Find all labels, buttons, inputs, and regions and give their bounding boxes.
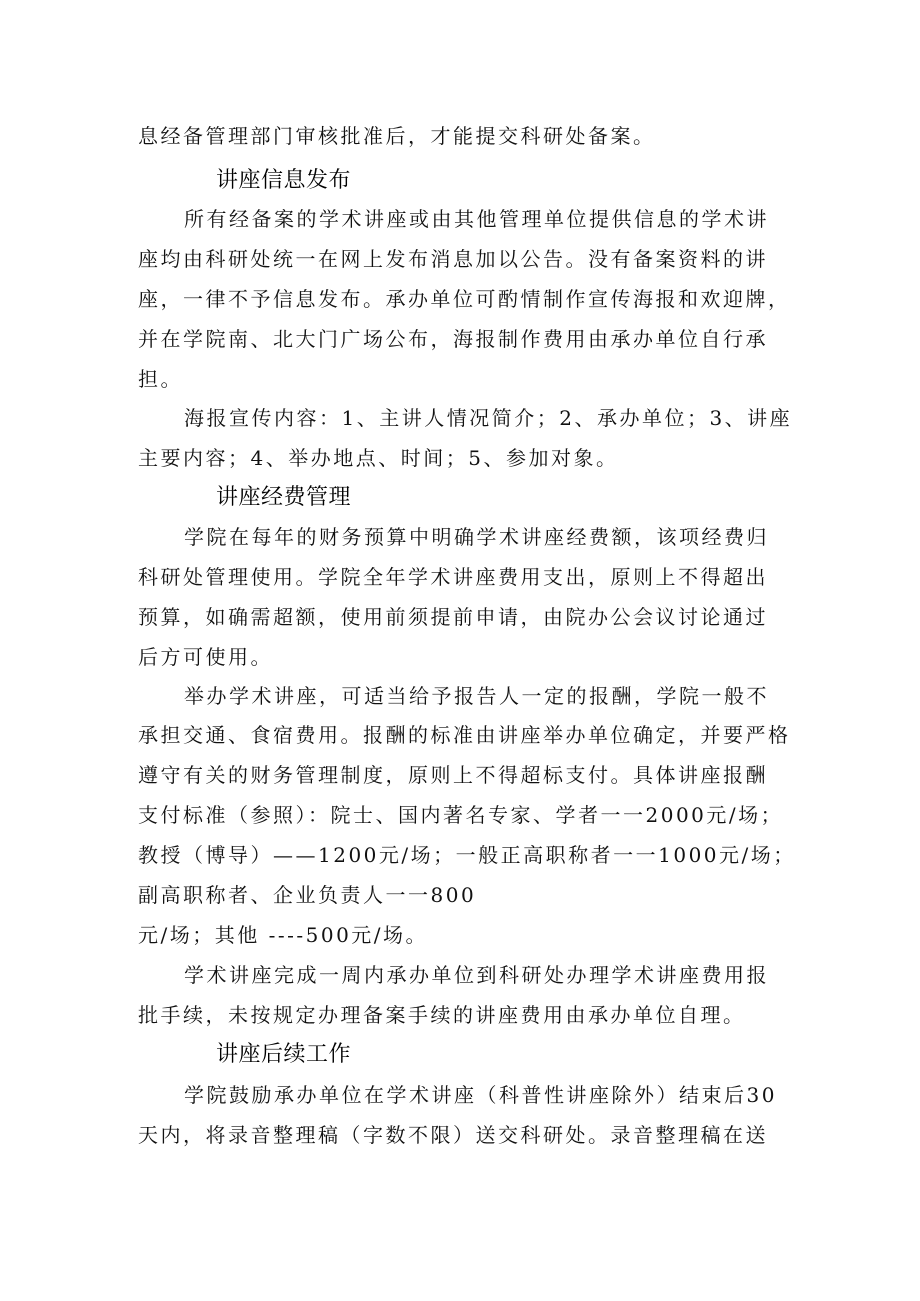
section-heading-funding-management: 讲座经费管理 bbox=[216, 485, 352, 510]
paragraph-line: 所有经备案的学术讲座或由其他管理单位提供信息的学术讲 bbox=[184, 207, 769, 231]
paragraph-line: 支付标准（参照）：院士、国内著名专家、学者一一2000元/场； bbox=[138, 803, 784, 827]
paragraph-line: 并在学院南、北大门广场公布，海报制作费用由承办单位自行承 bbox=[138, 327, 768, 351]
paragraph-line: 科研处管理使用。学院全年学术讲座费用支出，原则上不得超出 bbox=[138, 565, 768, 589]
paragraph-line: 学院鼓励承办单位在学术讲座（科普性讲座除外）结束后30 bbox=[184, 1083, 777, 1107]
intro-line: 息经备管理部门审核批准后，才能提交科研处备案。 bbox=[138, 124, 656, 148]
paragraph-line: 后方可使用。 bbox=[138, 645, 273, 669]
paragraph-line: 遵守有关的财务管理制度，原则上不得超标支付。具体讲座报酬 bbox=[138, 763, 768, 787]
paragraph-line: 元/场；其他 ----500元/场。 bbox=[138, 923, 429, 947]
section-heading-follow-up-work: 讲座后续工作 bbox=[216, 1042, 352, 1067]
paragraph-line: 副高职称者、企业负责人一一800 bbox=[138, 883, 477, 907]
paragraph-line: 座，一律不予信息发布。承办单位可酌情制作宣传海报和欢迎牌， bbox=[138, 287, 791, 311]
paragraph-line: 举办学术讲座，可适当给予报告人一定的报酬，学院一般不 bbox=[184, 684, 769, 708]
paragraph-line: 天内，将录音整理稿（字数不限）送交科研处。录音整理稿在送 bbox=[138, 1123, 768, 1147]
paragraph-line: 教授（博导）——1200元/场；一般正高职称者一一1000元/场； bbox=[138, 843, 796, 867]
paragraph-line: 主要内容；4、举办地点、时间；5、参加对象。 bbox=[138, 446, 619, 470]
section-heading-info-release: 讲座信息发布 bbox=[216, 168, 352, 193]
paragraph-line: 学院在每年的财务预算中明确学术讲座经费额，该项经费归 bbox=[184, 525, 769, 549]
paragraph-line: 座均由科研处统一在网上发布消息加以公告。没有备案资料的讲 bbox=[138, 247, 768, 271]
paragraph-line: 预算，如确需超额，使用前须提前申请，由院办公会议讨论通过 bbox=[138, 605, 768, 629]
paragraph-line: 担。 bbox=[138, 367, 183, 391]
paragraph-line: 海报宣传内容：1、主讲人情况简介；2、承办单位；3、讲座 bbox=[184, 406, 793, 430]
paragraph-line: 承担交通、食宿费用。报酬的标准由讲座举办单位确定，并要严格 bbox=[138, 723, 791, 747]
paragraph-line: 学术讲座完成一周内承办单位到科研处办理学术讲座费用报 bbox=[184, 963, 769, 987]
paragraph-line: 批手续，未按规定办理备案手续的讲座费用由承办单位自理。 bbox=[138, 1003, 746, 1027]
